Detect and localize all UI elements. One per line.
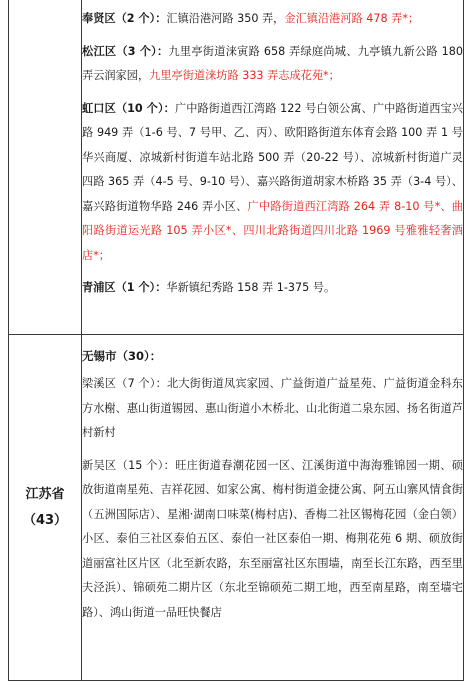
district-paragraph-songjiang — [82, 40, 463, 89]
province-count: （43） — [22, 512, 68, 528]
district-paragraph-qingpu — [82, 276, 463, 301]
district-areas: 华新镇纪秀路 158 弄 1-375 号。 — [166, 281, 336, 294]
jiangsu-areas-cell — [82, 335, 464, 681]
district-name: 青浦区（1 个）： — [82, 281, 167, 294]
district-paragraph-fengxian — [82, 7, 463, 32]
district-paragraph-xinwu: 新吴区（15 个）：旺庄街道春潮花园一区、江溪街道中海海雅锦园一期、硕放街道南星苑、吉祥花园、如家公寓、梅村街道金捷公寓、阿五山寨风情食街（五洲国际店）、星湘·湖南口味菜(梅村店)、香梅二社区锡梅花园（金白领）小区、泰伯三社区泰伯五区、泰伯一社区泰伯一期、梅荆花苑 6 期、硕放街道丽富社区片区（北至新农路，东至丽富社区东围墙，南至长江东路，西至里夫泾浜）、锦硕苑二期片区（东北至锦硕苑二期工地，西至南星路，南至墙宅路）、鸿山街道一品旺快餐店 — [82, 458, 463, 619]
shanghai-province-cell — [9, 0, 82, 335]
district-name: 奉贤区（2 个）： — [82, 12, 167, 25]
city-heading: 无锡市（30）： — [82, 349, 162, 363]
shanghai-districts-cell — [82, 0, 464, 335]
district-areas: 九里亭街道涞寅路 658 弄绿庭尚城、九亭镇九新公路 180 弄云润家园， — [82, 44, 463, 82]
district-areas-highlight: 广中路街道西江湾路 264 弄 8-10 号*、曲阳路街道运光路 105 弄小区*、四川北路街道四川北路 1969 号雅雅轻奢酒店*； — [82, 199, 463, 262]
table-row — [9, 335, 464, 681]
jiangsu-province-cell — [9, 335, 82, 681]
district-areas-highlight: 九里亭街道涞坊路 333 弄志成花苑*； — [149, 69, 340, 82]
shanghai-district-list — [82, 0, 463, 301]
district-name: 松江区（3 个）： — [82, 44, 169, 58]
outbreak-area-table — [8, 0, 464, 681]
district-name: 虹口区（10 个）： — [82, 101, 175, 115]
district-paragraph-hongkou — [82, 97, 463, 269]
district-areas: 广中路街道西江湾路 122 号白领公寓、广中路街道西宝兴路 949 弄（1-6 号、7 号甲、乙、丙）、欧阳路街道东体育会路 100 弄 1 号华兴商厦、凉城新村街道车站北路 500 弄（20-22 号）、凉城新村街道广灵四路 365 弄（4-5 号、9-10 号）、嘉兴路街道胡家木桥路 35 弄（3-4 号）、嘉兴路街道物华路 246 弄小区、 — [82, 101, 463, 213]
table-row — [9, 0, 464, 335]
district-paragraph-liangxi: 梁溪区（7 个）：北大街街道凤宾家园、广益街道广益星苑、广益街道金科东方水榭、惠山街道锡园、惠山街道小木桥北、山北街道二泉东园、扬名街道芦村新村 — [82, 377, 463, 439]
district-areas: 汇镇沿港河路 350 弄， — [166, 12, 285, 25]
province-name: 江苏省 — [25, 486, 65, 502]
district-areas-highlight: 金汇镇沿港河路 478 弄*； — [284, 12, 420, 25]
